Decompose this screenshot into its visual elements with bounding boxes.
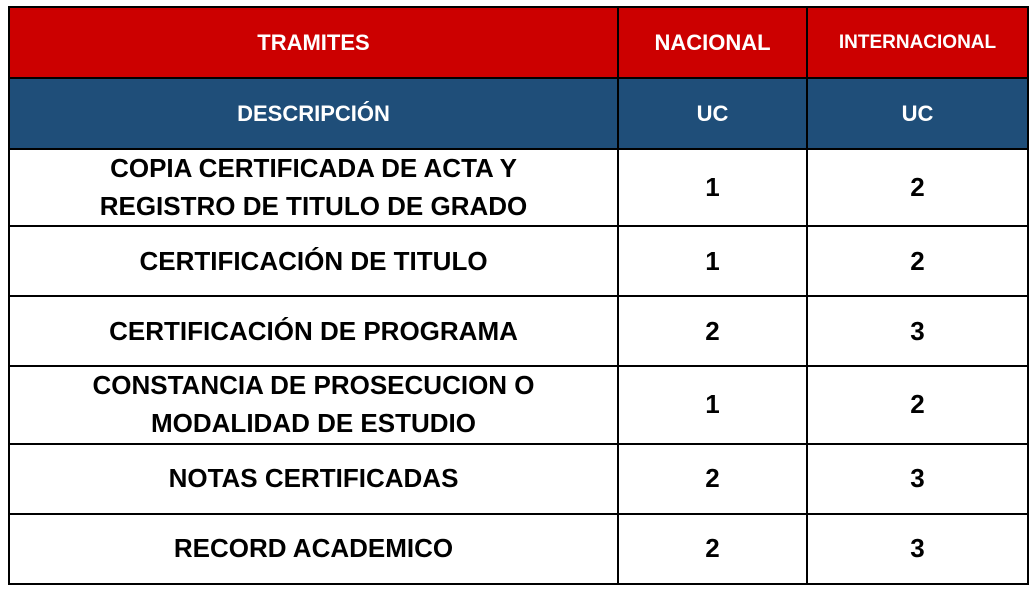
subheader-uc-nacional: UC bbox=[618, 78, 807, 149]
tramites-table bbox=[8, 6, 1029, 585]
uc-internacional-cell: 3 bbox=[807, 296, 1028, 366]
subheader-descripcion: DESCRIPCIÓN bbox=[9, 78, 618, 149]
header-tramites: TRAMITES bbox=[9, 7, 618, 78]
header-internacional: INTERNACIONAL bbox=[807, 7, 1028, 78]
uc-nacional-cell: 2 bbox=[618, 444, 807, 514]
uc-nacional-cell: 1 bbox=[618, 149, 807, 226]
uc-internacional-cell: 2 bbox=[807, 366, 1028, 443]
description-line-1: CERTIFICACIÓN DE TITULO bbox=[139, 245, 488, 276]
table-row bbox=[9, 444, 1028, 514]
uc-internacional-cell: 3 bbox=[807, 444, 1028, 514]
description-cell bbox=[9, 226, 618, 296]
description-line-2: REGISTRO DE TITULO DE GRADO bbox=[99, 190, 528, 221]
table-row bbox=[9, 149, 1028, 226]
description-line-1: CERTIFICACIÓN DE PROGRAMA bbox=[109, 315, 518, 346]
uc-internacional-cell: 2 bbox=[807, 226, 1028, 296]
header-row bbox=[9, 7, 1028, 78]
description-cell bbox=[9, 514, 618, 584]
uc-nacional-cell: 1 bbox=[618, 366, 807, 443]
table-row bbox=[9, 514, 1028, 584]
uc-internacional-cell: 3 bbox=[807, 514, 1028, 584]
uc-nacional-cell: 2 bbox=[618, 514, 807, 584]
uc-nacional-cell: 1 bbox=[618, 226, 807, 296]
table-row bbox=[9, 226, 1028, 296]
description-cell bbox=[9, 366, 618, 443]
description-cell bbox=[9, 444, 618, 514]
uc-internacional-cell: 2 bbox=[807, 149, 1028, 226]
table-row bbox=[9, 366, 1028, 443]
description-line-2: MODALIDAD DE ESTUDIO bbox=[151, 408, 476, 439]
header-nacional: NACIONAL bbox=[618, 7, 807, 78]
fees-table-container bbox=[8, 6, 1029, 585]
uc-nacional-cell: 2 bbox=[618, 296, 807, 366]
description-cell bbox=[9, 149, 618, 226]
subheader-uc-internacional: UC bbox=[807, 78, 1028, 149]
description-line-1: CONSTANCIA DE PROSECUCION O bbox=[92, 370, 535, 401]
description-line-1: COPIA CERTIFICADA DE ACTA Y bbox=[110, 153, 517, 183]
description-line-1: NOTAS CERTIFICADAS bbox=[168, 462, 459, 493]
description-line-1: RECORD ACADEMICO bbox=[173, 532, 454, 563]
subheader-row bbox=[9, 78, 1028, 149]
description-cell bbox=[9, 296, 618, 366]
table-row bbox=[9, 296, 1028, 366]
